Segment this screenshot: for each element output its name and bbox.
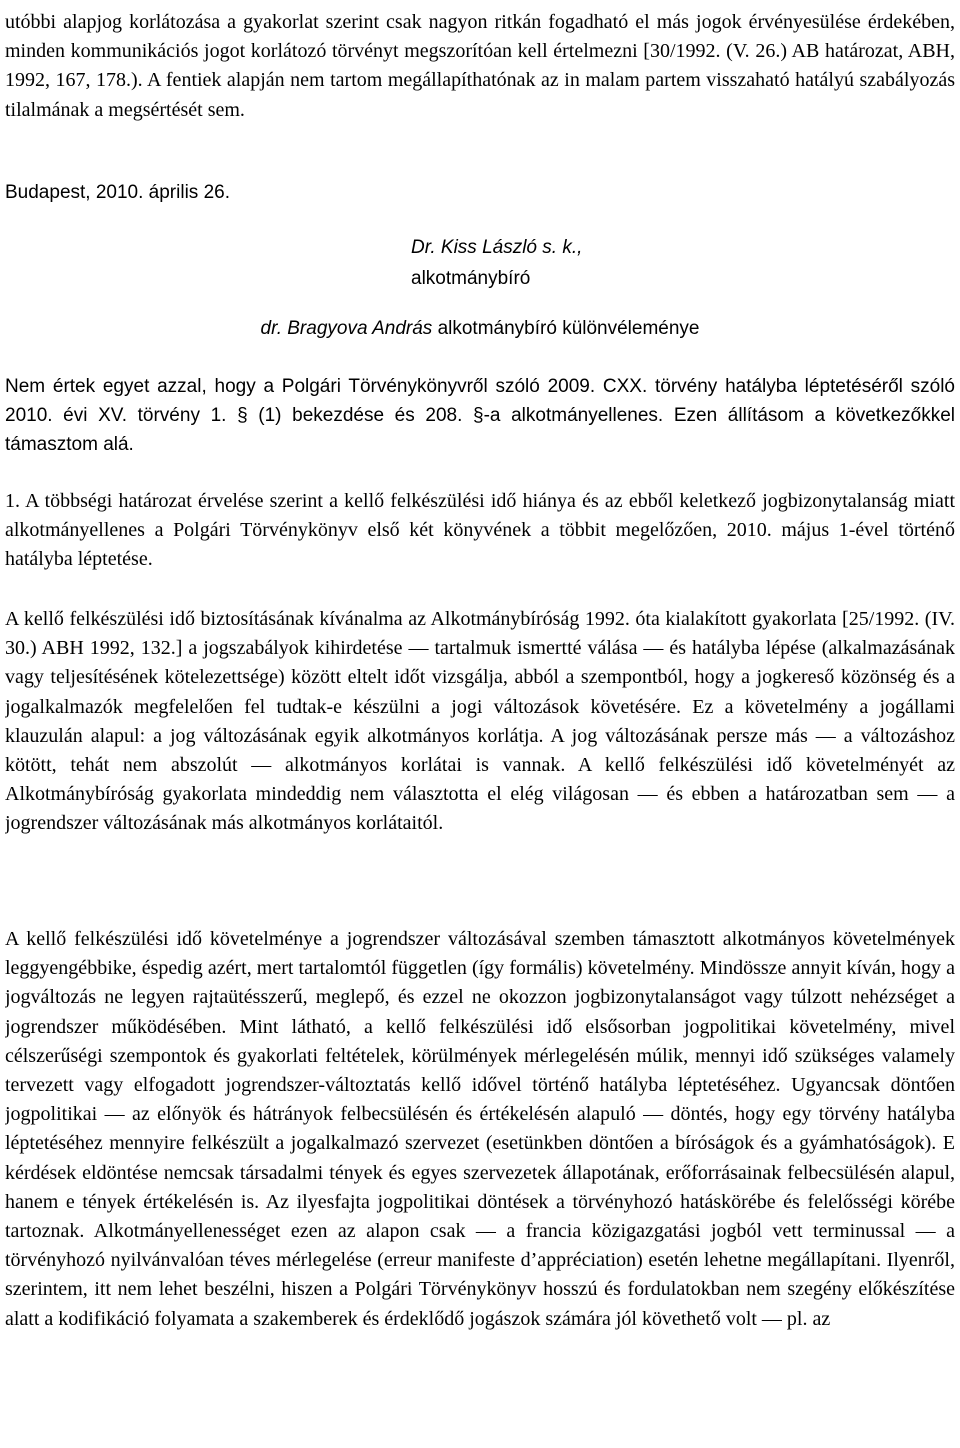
body-paragraph: A kellő felkészülési idő követelménye a jogrendszer változásával szemben támasztott alkotmányos követelmények leggyengébbike, éspedig azért, mert tartalomtól független (így formális) követelmény. Mindössze annyit kíván, hogy a jogváltozás ne legyen rajtaütésszerű, meglepő, és ezzel ne okozzon jogbizonytalanságot vagy túlzott nehézséget a jogrendszer működésében. Mint látható, a kellő felkészülési idő elsősorban jogpolitikai követelmény, mivel célszerűségi szempontok és gyakorlati feltételek, körülmények mérlegelésén múlik, mennyi idő szükséges valamely tervezett vagy elfogadott jogrendszer-változtatás kellő idővel történő hatályba léptetéséhez. Ugyancsak döntően jogpolitikai — az előnyök és hátrányok felbecsülésén és értékelésén alapuló — döntés, hogy egy törvény hatályba léptetéséhez mennyire felkészült a jogalkalmazó szervezet (esetünkben döntően a bíróságok és a gyámhatóságok). E kérdések eldöntése nemcsak társadalmi tények és egyes szervezetek állapotának, erőforrásainak felbecsülésén alapul, hanem e tények értékelésén is. Az ilyesfajta jogpolitikai döntések a törvényhozó hatáskörébe és felelősségi körébe tartoznak. Alkotmányellenességet ezen az alapon csak — a francia közigazgatási jogból vett terminussal — a törvényhozó nyilvánvalóan téves mérlegelése (erreur manifeste d’appréciation) esetén lehetne megállapítani. Ilyenről, szerintem, itt nem lehet beszélni, hiszen a Polgári Törvénykönyv hosszú és fordulatokban nem szegény előkészítése alatt a kodifikáció folyamata a szakemberek és érdeklődő jogászok számára jól követhető volt — pl. az (5, 928, 955, 1330)
signature-block (411, 232, 711, 294)
place-date: Budapest, 2010. április 26. (5, 182, 230, 203)
heading-judge-name: dr. Bragyova András (260, 318, 433, 339)
section-heading (5, 314, 955, 344)
signature-title: alkotmánybíró (411, 268, 531, 289)
document-page (5, 0, 955, 1448)
signature-name: Dr. Kiss László s. k., (411, 237, 583, 258)
body-paragraph-intro: Nem értek egyet azzal, hogy a Polgári Törvénykönyvről szóló 2009. CXX. törvény hatályba léptetéséről szóló 2010. évi XV. törvény 1. § (1) bekezdése és 208. §-a alkotmányellenes. Ezen állításom a következőkkel támasztom alá. (5, 376, 955, 456)
body-paragraph: utóbbi alapjog korlátozása a gyakorlat szerint csak nagyon ritkán fogadható el más jogok érvényesülése érdekében, minden kommunikációs jogot korlátozó törvényt megszorítóan kell értelmezni [30/1992. (V. 26.) AB határozat, ABH, 1992, 167, 178.). A fentiek alapján nem tartom megállapíthatónak az in malam partem visszaható hatályú szabályozás tilalmának a megsértését sem. (5, 11, 955, 121)
heading-title-text: alkotmánybíró különvéleménye (432, 318, 700, 339)
body-paragraph-point-1: 1. A többségi határozat érvelése szerint a kellő felkészülési idő hiánya és az ebből keletkező jogbizonytalanság miatt alkotmányellenes a Polgári Törvénykönyv első két könyvének a többit megelőzően, 2010. május 1-ével történő hatályba léptetése. (5, 490, 955, 571)
body-paragraph: A kellő felkészülési idő biztosításának kívánalma az Alkotmánybíróság 1992. óta kialakított gyakorlata [25/1992. (IV. 30.) ABH 1992, 132.] a jogszabályok kihirdetése — tartalmuk ismertté válása — és hatályba lépése (alkalmazásának vagy teljesítésének kötelezettsége) között eltelt időt vizsgálja, abból a szempontból, hogy a jogkereső közönség és a jogalkalmazók megfelelően fel tudtak-e készülni a jogi változások követésére. Ez a követelmény a jogállami klauzulán alapul: a jog változásának egyik alkotmányos korlátja. A jog változásának persze más — a változáshoz kötött, tehát nem abszolút — alkotmányos korlátai is vannak. A kellő felkészülési idő követelményét az Alkotmánybíróság gyakorlata mindeddig nem választotta el elég világosan — és ebben a határozatban sem — a jogrendszer változásának más alkotmányos korlátaitól. (5, 608, 955, 835)
